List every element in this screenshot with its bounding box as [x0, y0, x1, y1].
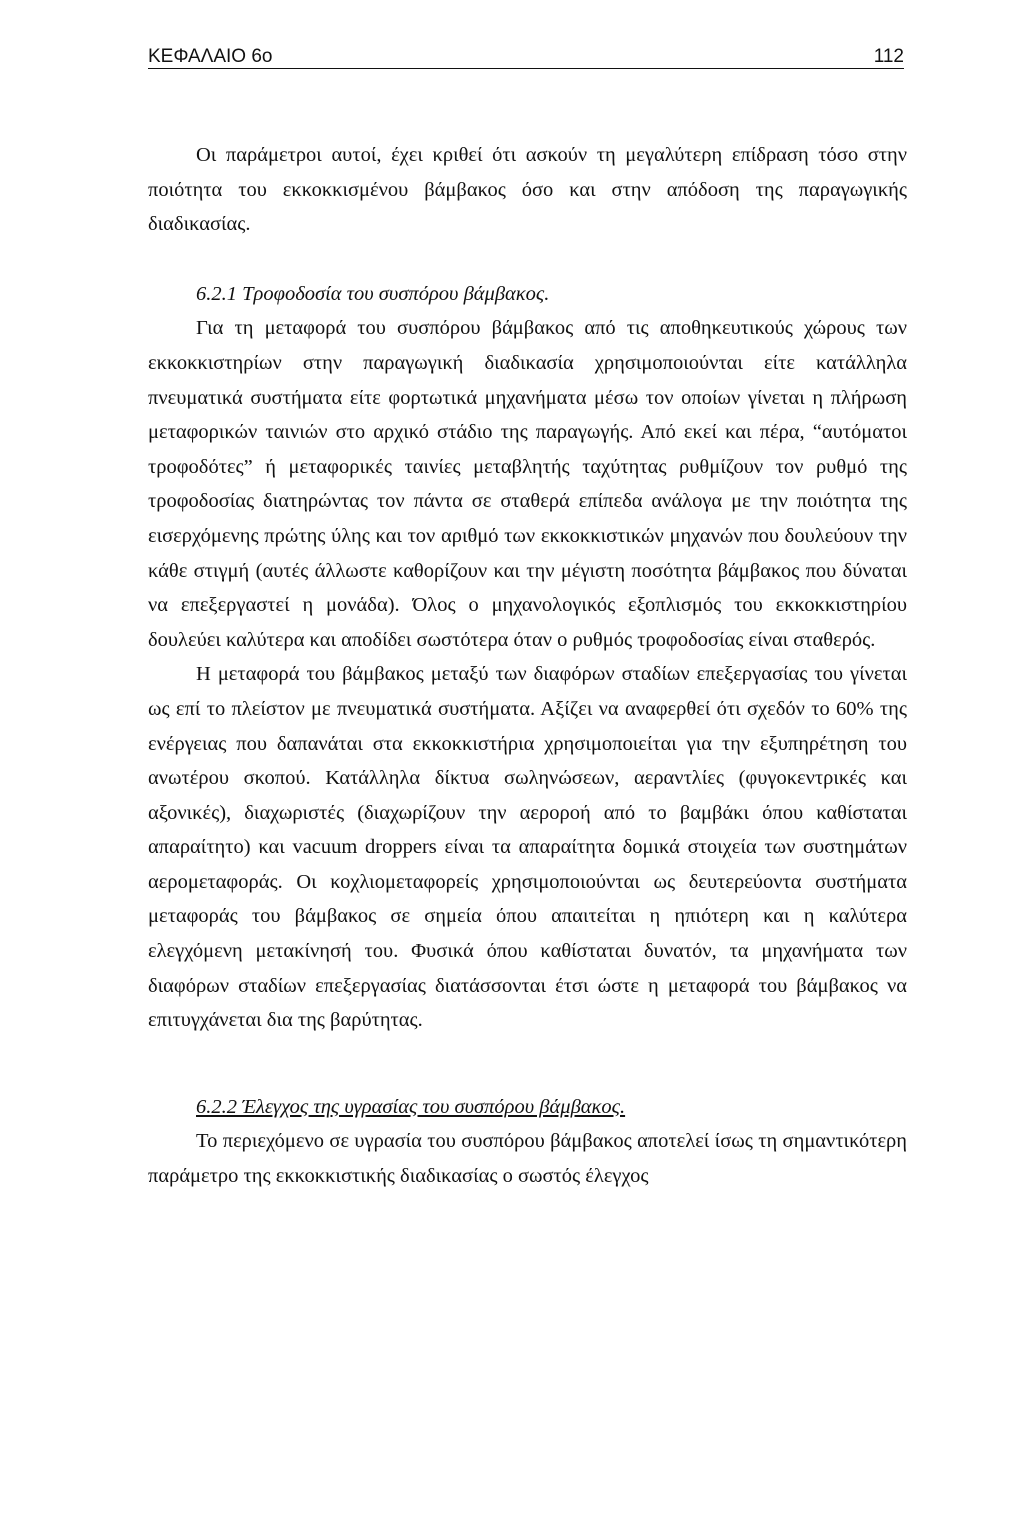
- running-header: [148, 44, 904, 69]
- section-heading-6-2-2-text: 6.2.2 Έλεγχος της υγρασίας του συσπόρου βάμβακος.: [196, 1095, 626, 1118]
- document-body: [148, 138, 907, 1194]
- section-heading-6-2-2: [148, 1090, 907, 1125]
- paragraph-feed-transport: Για τη μεταφορά του συσπόρου βάμβακος από τις αποθηκευτικούς χώρους των εκκοκκιστηρίων στην παραγωγική διαδικασία χρησιμοποιούνται είτε κατάλληλα πνευματικά συστήματα είτε φορτωτικά μηχανήματα μέσω τον οποίων γίνεται η πλήρωση μεταφορικών ταινιών στο αρχικό στάδιο της παραγωγής. Από εκεί και πέρα, “αυτόματοι τροφοδότες” ή μεταφορικές ταινίες μεταβλητής ταχύτητας ρυθμίζουν τον ρυθμό της τροφοδοσίας διατηρώντας τον πάντα σε σταθερά επίπεδα ανάλογα με την ποιότητα της εισερχόμενης πρώτης ύλης και τον αριθμό των εκκοκκιστικών μηχανών που δουλεύουν την κάθε στιγμή (αυτές άλλωστε καθορίζουν και την μέγιστη ποσότητα βάμβακος που δύναται να επεξεργαστεί η μονάδα). Όλος ο μηχανολογικός εξοπλισμός του εκκοκκιστηρίου δουλεύει καλύτερα και αποδίδει σωστότερα όταν ο ρυθμός τροφοδοσίας είναι σταθερός.: [148, 317, 907, 651]
- paragraph-pneumatic-transport: Η μεταφορά του βάμβακος μεταξύ των διαφόρων σταδίων επεξεργασίας του γίνεται ως επί το πλείστον με πνευματικά συστήματα. Αξίζει να αναφερθεί ότι σχεδόν το 60% της ενέργειας που δαπανάται στα εκκοκκιστήρια χρησιμοποιείται για την εξυπηρέτηση του ανωτέρου σκοπού. Κατάλληλα δίκτυα σωληνώσεων, αεραντλίες (φυγοκεντρικές και αξονικές), διαχωριστές (διαχωρίζουν την αεροροή από το βαμβάκι όπου καθίσταται απαραίτητο) και vacuum droppers είναι τα απαραίτητα δομικά στοιχεία των συστημάτων αερομεταφοράς. Οι κοχλιομεταφορείς χρησιμοποιούνται ως δευτερεύοντα συστήματα μεταφοράς του βάμβακος σε σημεία όπου απαιτείται η ηπιότερη και η καλύτερα ελεγχόμενη μετακίνησή του. Φυσικά όπου καθίσταται δυνατόν, τα μηχανήματα των διαφόρων σταδίων επεξεργασίας διατάσσονται έτσι ώστε η μεταφορά του βάμβακος να επιτυγχάνεται δια της βαρύτητας.: [148, 663, 907, 1032]
- paragraph-moisture: Το περιεχόμενο σε υγρασία του συσπόρου βάμβακος αποτελεί ίσως τη σημαντικότερη παράμετρο της εκκοκκιστικής διαδικασίας ο σωστός έλεγχος: [148, 1130, 907, 1188]
- section-heading-6-2-1: 6.2.1 Τροφοδοσία του συσπόρου βάμβακος.: [196, 282, 550, 305]
- page-number: 112: [873, 46, 904, 67]
- chapter-label: ΚΕΦΑΛΑΙΟ 6ο: [148, 46, 273, 67]
- intro-paragraph: Οι παράμετροι αυτοί, έχει κριθεί ότι ασκούν τη μεγαλύτερη επίδραση τόσο στην ποιότητα του εκκοκκισμένου βάμβακος όσο και στην απόδοση της παραγωγικής διαδικασίας.: [148, 144, 907, 236]
